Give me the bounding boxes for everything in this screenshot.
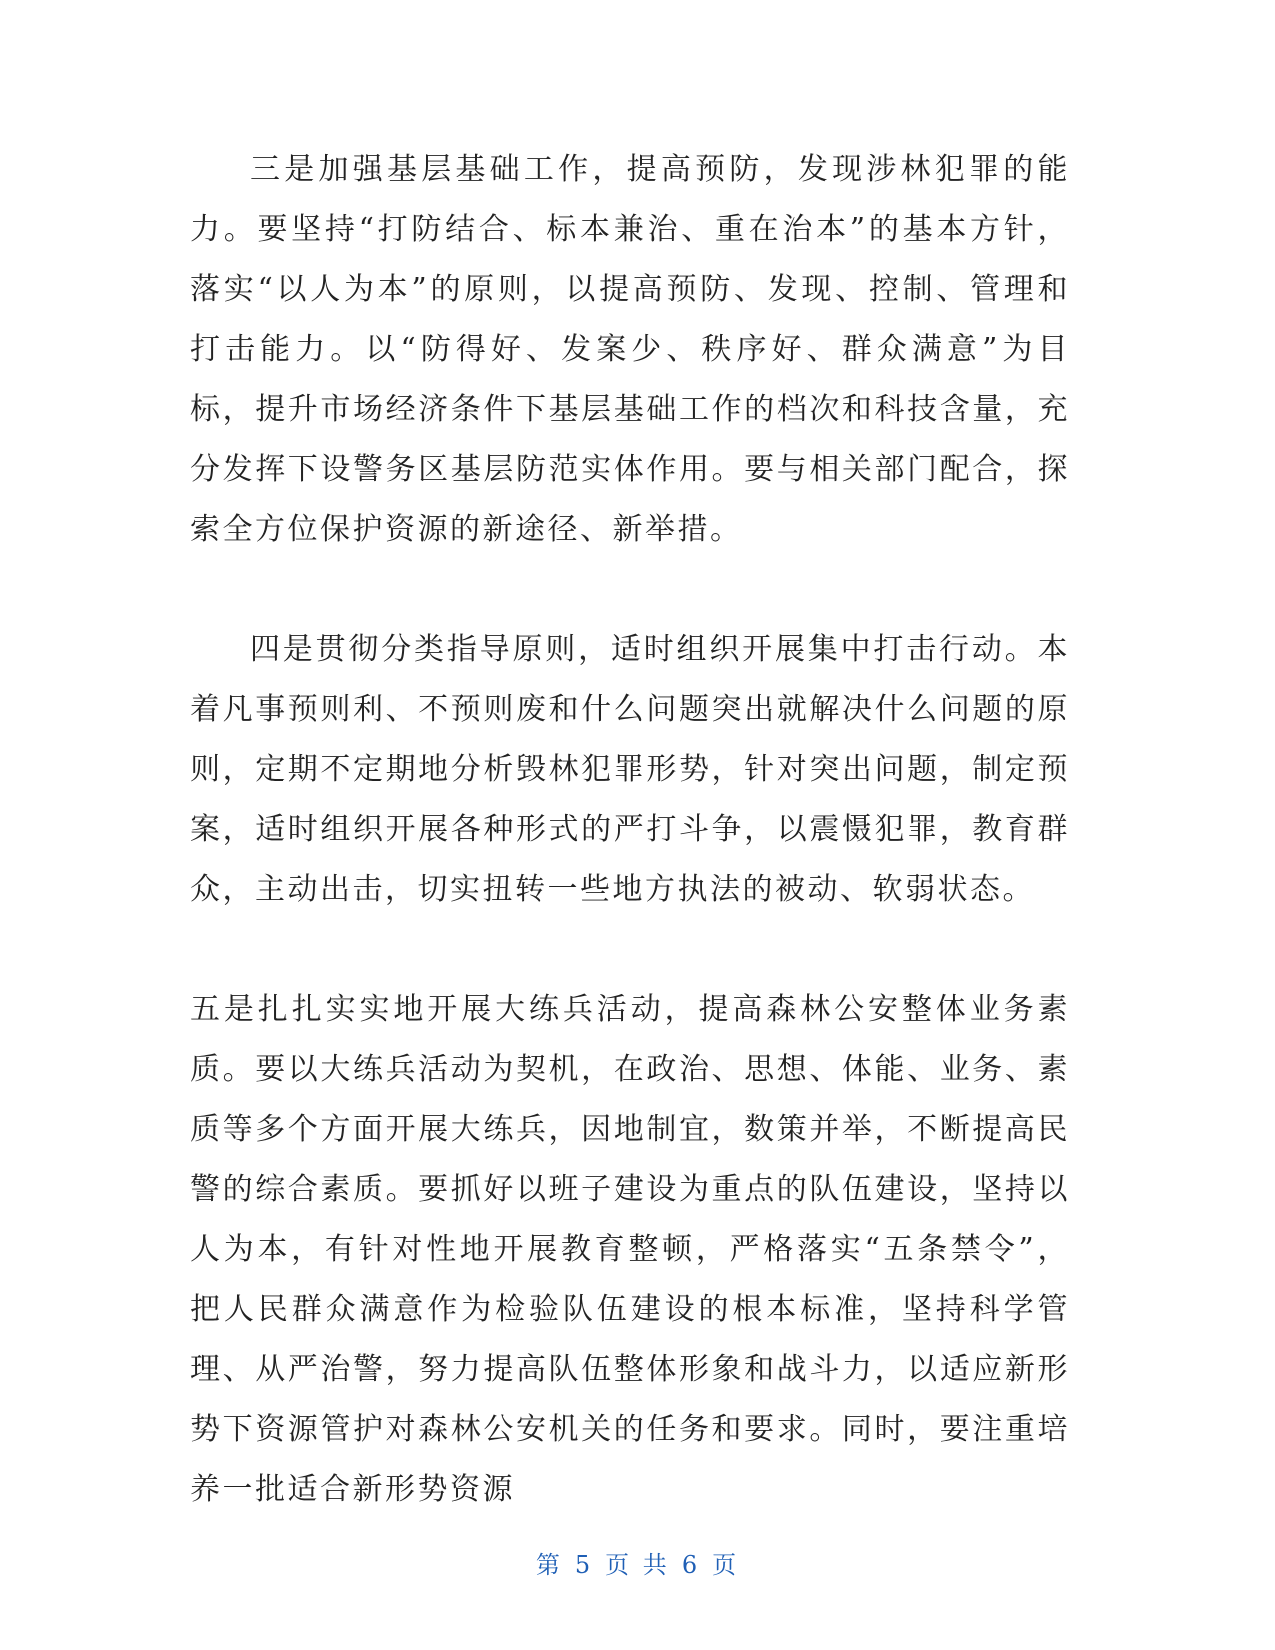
- footer-middle: 页 共: [605, 1551, 670, 1579]
- footer-prefix: 第: [535, 1551, 563, 1579]
- paragraph-three: 三是加强基层基础工作，提高预防，发现涉林犯罪的能力。要坚持“打防结合、标本兼治、重在治本”的基本方针，落实“以人为本”的原则，以提高预防、发现、控制、管理和打击能力。以“防得好、发案少、秩序好、群众满意”为目标，提升市场经济条件下基层基础工作的档次和科技含量，充分发挥下设警务区基层防范实体作用。要与相关部门配合，探索全方位保护资源的新途径、新举措。: [190, 152, 1070, 547]
- footer-suffix: 页: [712, 1551, 740, 1579]
- document-body: [190, 140, 1070, 1520]
- paragraph-five: 五是扎扎实实地开展大练兵活动，提高森林公安整体业务素质。要以大练兵活动为契机，在政治、思想、体能、业务、素质等多个方面开展大练兵，因地制宜，数策并举，不断提高民警的综合素质。要抓好以班子建设为重点的队伍建设，坚持以人为本，有针对性地开展教育整顿，严格落实“五条禁令”，把人民群众满意作为检验队伍建设的根本标准，坚持科学管理、从严治警，努力提高队伍整体形象和战斗力，以适应新形势下资源管护对森林公安机关的任务和要求。同时，要注重培养一批适合新形势资源: [190, 992, 1070, 1507]
- paragraph-four: 四是贯彻分类指导原则，适时组织开展集中打击行动。本着凡事预则利、不预则废和什么问题突出就解决什么问题的原则，定期不定期地分析毁林犯罪形势，针对突出问题，制定预案，适时组织开展各种形式的严打斗争，以震慑犯罪，教育群众，主动出击，切实扭转一些地方执法的被动、软弱状态。: [190, 632, 1070, 907]
- footer-current-page: 5: [574, 1551, 594, 1579]
- footer-total-pages: 6: [681, 1551, 701, 1579]
- page-footer: [0, 1545, 1275, 1580]
